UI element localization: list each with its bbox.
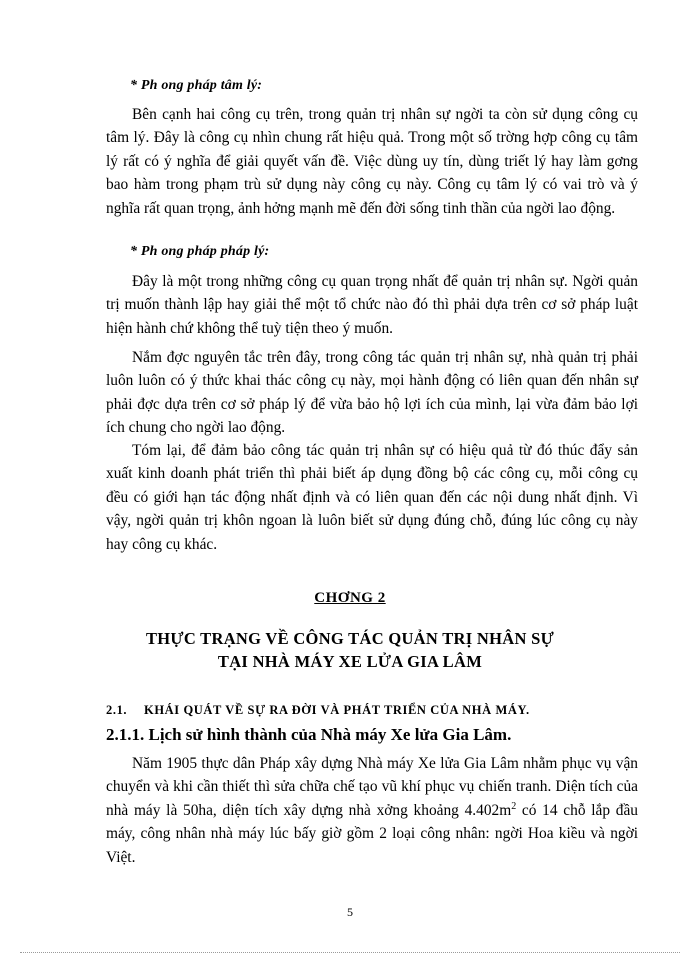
section-2-1-1-heading: 2.1.1. Lịch sử hình thành của Nhà máy Xe lửa Gia Lâm. bbox=[106, 725, 512, 744]
history-paragraph bbox=[106, 752, 638, 869]
summary-paragraph: Tóm lại, để đảm bảo công tác quản trị nhân sự có hiệu quả từ đó thúc đẩy sản xuất kinh doanh phát triển thì phải biết áp dụng đồng bộ các công cụ, mỗi công cụ đều có giới hạn tác động nhất định và có liên quan đến các nội dung nhất định. Vì vậy, ngời quản trị khôn ngoan là luôn biết sử dụng đúng chỗ, đúng lúc công cụ này hay công cụ khác. bbox=[106, 442, 638, 553]
chapter-label: CHƠNG 2 bbox=[314, 590, 386, 606]
chapter-title-line-2: TẠI NHÀ MÁY XE LỬA GIA LÂM bbox=[217, 652, 483, 671]
psych-method-heading: * Ph ong pháp tâm lý: bbox=[130, 78, 263, 93]
page-bottom-rule bbox=[20, 952, 680, 953]
legal-method-heading: * Ph ong pháp pháp lý: bbox=[130, 244, 270, 259]
legal-paragraph-1: Đây là một trong những công cụ quan trọng nhất để quản trị nhân sự. Ngời quản trị muốn thành lập hay giải thể một tổ chức nào đó thì phải dựa trên cơ sở pháp luật hiện hành chứ không thể tuỳ tiện theo ý muốn. bbox=[106, 273, 638, 337]
section-2-1-heading bbox=[106, 703, 530, 718]
legal-paragraph-2: Nắm đợc nguyên tắc trên đây, trong công tác quản trị nhân sự, nhà quản trị phải luôn luôn có ý thức khai thác công cụ này, mọi hành động có liên quan đến nhân sự phải đợc dựa trên cơ sở pháp lý để vừa bảo hộ lợi ích của mình, lại vừa đảm bảo lợi ích chung cho ngời lao động. bbox=[106, 349, 638, 437]
history-text-part-1: Năm 1905 thực dân Pháp xây dựng Nhà máy Xe lửa Gia Lâm nhằm phục vụ vận chuyển và khi cần thiết thì sửa chữa chế tạo vũ khí phục vụ chiến tranh. Diện tích của nhà máy là 50ha, diện tích xây dựng nhà xởng khoảng 4.402m bbox=[106, 755, 638, 819]
squared-superscript: 2 bbox=[511, 800, 517, 812]
chapter-title-line-1: THỰC TRẠNG VỀ CÔNG TÁC QUẢN TRỊ NHÂN SỰ bbox=[145, 629, 555, 648]
psych-method-paragraph: Bên cạnh hai công cụ trên, trong quản trị nhân sự ngời ta còn sử dụng công cụ tâm lý. Đây là công cụ nhìn chung rất hiệu quả. Trong một số trờng hợp công cụ tâm lý rất có ý nghĩa để giải quyết vấn đề. Việc dùng uy tín, dùng triết lý hay làm gơng bao hàm trong phạm trù sử dụng này công cụ này. Công cụ tâm lý có vai trò và ý nghĩa rất quan trọng, ảnh hởng mạnh mẽ đến đời sống tinh thần của ngời lao động. bbox=[106, 106, 638, 217]
page-number: 5 bbox=[347, 905, 353, 919]
section-2-1-number: 2.1. bbox=[106, 703, 128, 717]
history-text-part-2: có 14 chỗ lắp đầu máy, công nhân nhà máy lúc bấy giờ gồm 2 loại công nhân: ngời Hoa kiều và ngời Việt. bbox=[106, 801, 638, 866]
section-2-1-title: KHÁI QUÁT VỀ SỰ RA ĐỜI VÀ PHÁT TRIỂN CỦA NHÀ MÁY. bbox=[144, 703, 530, 717]
